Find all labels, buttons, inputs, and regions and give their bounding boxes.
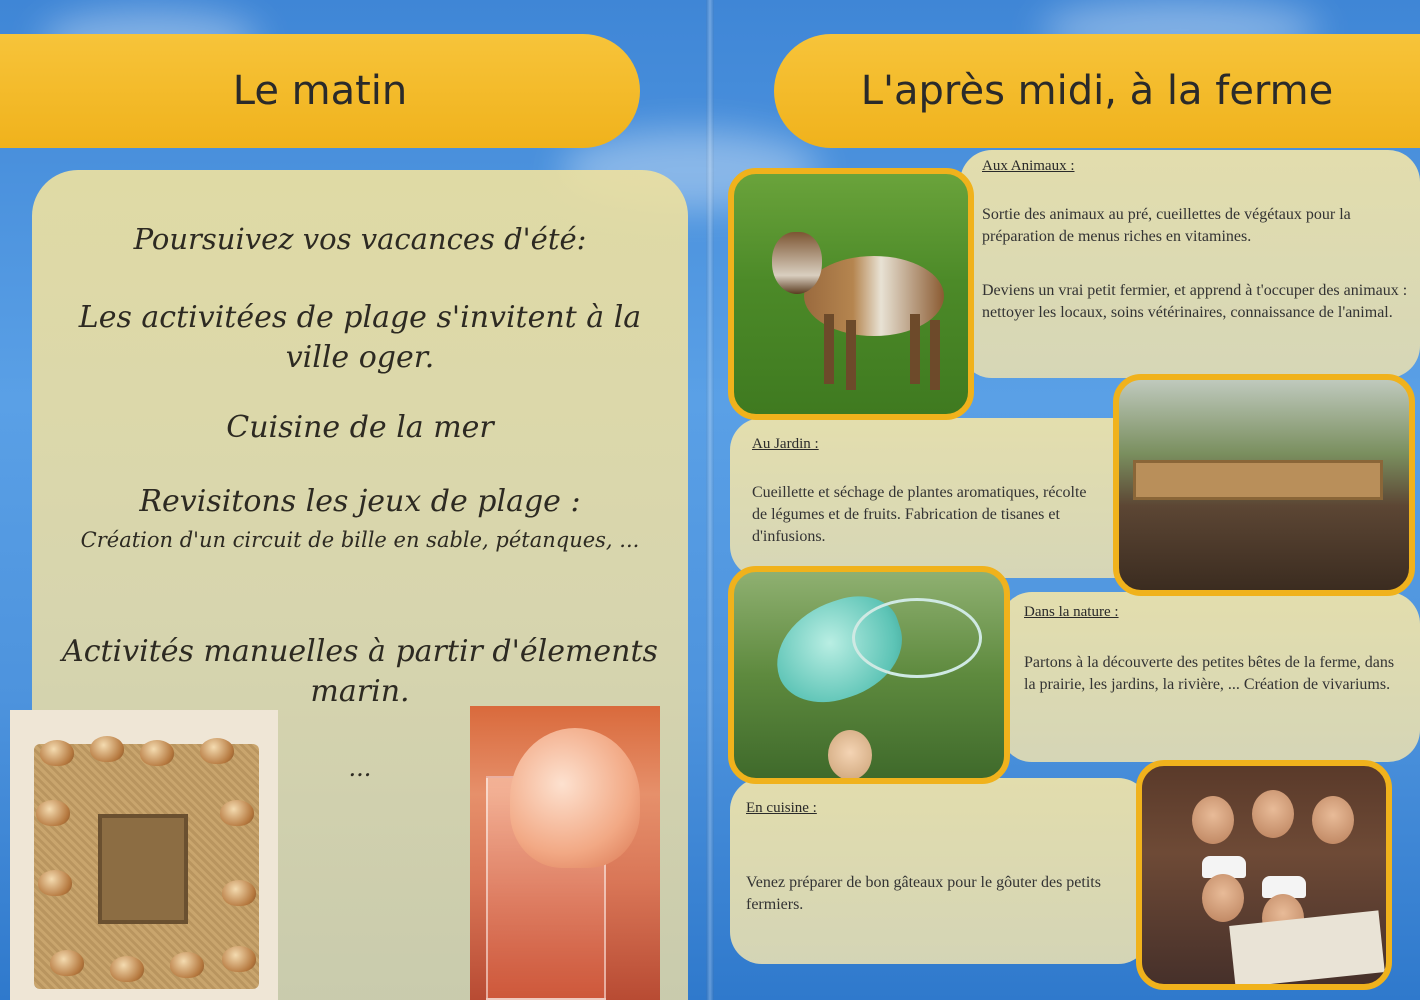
butterfly-net-photo: [728, 566, 1010, 784]
goat-head: [772, 232, 822, 294]
shell: [40, 740, 74, 766]
kid-face: [1202, 874, 1244, 922]
shell: [220, 800, 254, 826]
nature-text: Partons à la découverte des petites bêtes de la ferme, dans la prairie, les jardins, la rivière, ... Création de vivariums.: [1024, 654, 1395, 693]
nature-panel: [1000, 592, 1420, 762]
beach-activities-line: Les activitées de plage s'invitent à la ville oger.: [78, 300, 642, 375]
shell: [222, 880, 256, 906]
right-page: [710, 0, 1420, 1000]
garden-panel: [730, 418, 1150, 578]
goat-photo: [728, 168, 974, 420]
shell: [140, 740, 174, 766]
nature-title: Dans la nature :: [1024, 604, 1119, 620]
kitchen-text: Venez préparer de bon gâteaux pour le gôuter des petits fermiers.: [746, 874, 1101, 913]
animals-title: Aux Animaux :: [982, 158, 1075, 174]
shell: [38, 870, 72, 896]
goat-leg: [824, 314, 834, 384]
baking-tray: [1229, 910, 1385, 987]
intro-line: Poursuivez vos vacances d'été:: [133, 222, 587, 256]
right-banner-title: L'après midi, à la ferme: [860, 68, 1334, 114]
shell: [50, 950, 84, 976]
shell: [170, 952, 204, 978]
kid-face: [1312, 796, 1354, 844]
crafts-line: Activités manuelles à partir d'élements marin.: [62, 634, 658, 709]
shrimp-cocktail-photo: [470, 706, 660, 1000]
sea-cooking-line: Cuisine de la mer: [226, 410, 494, 445]
frame-window: [98, 814, 188, 924]
goat-leg: [930, 320, 940, 390]
kids-cooking-photo: [1136, 760, 1392, 990]
shell-frame-photo: [10, 710, 278, 1000]
garden-photo: [1113, 374, 1415, 596]
planter-box: [1133, 460, 1383, 500]
child-head: [828, 730, 872, 780]
shell: [36, 800, 70, 826]
animals-panel: [960, 150, 1420, 378]
shell: [222, 946, 256, 972]
kid-face: [1252, 790, 1294, 838]
left-banner-title: Le matin: [232, 68, 408, 114]
beach-games-line: Revisitons les jeux de plage :: [139, 484, 581, 519]
kitchen-title: En cuisine :: [746, 800, 817, 816]
kitchen-panel: [730, 778, 1150, 964]
left-banner: [0, 34, 640, 148]
shell: [110, 956, 144, 982]
animals-text-2: Deviens un vrai petit fermier, et apprend à t'occuper des animaux : nettoyer les locaux, soins vétérinaires, connaissance de l'animal.: [982, 282, 1408, 321]
shell: [90, 736, 124, 762]
garden-title: Au Jardin :: [752, 436, 819, 452]
goat-leg: [910, 314, 920, 384]
beach-games-detail: Création d'un circuit de bille en sable, pétanques, ...: [80, 528, 640, 552]
animals-text-1: Sortie des animaux au pré, cueillettes de végétaux pour la préparation de menus riches en vitamines.: [982, 206, 1351, 245]
kid-face: [1192, 796, 1234, 844]
net-ring: [852, 598, 982, 678]
shrimp: [510, 728, 640, 868]
shell: [200, 738, 234, 764]
garden-text: Cueillette et séchage de plantes aromatiques, récolte de légumes et de fruits. Fabrication de tisanes et d'infusions.: [752, 484, 1087, 545]
ellipsis: ...: [348, 754, 372, 782]
goat-leg: [846, 320, 856, 390]
right-banner: [774, 34, 1420, 148]
